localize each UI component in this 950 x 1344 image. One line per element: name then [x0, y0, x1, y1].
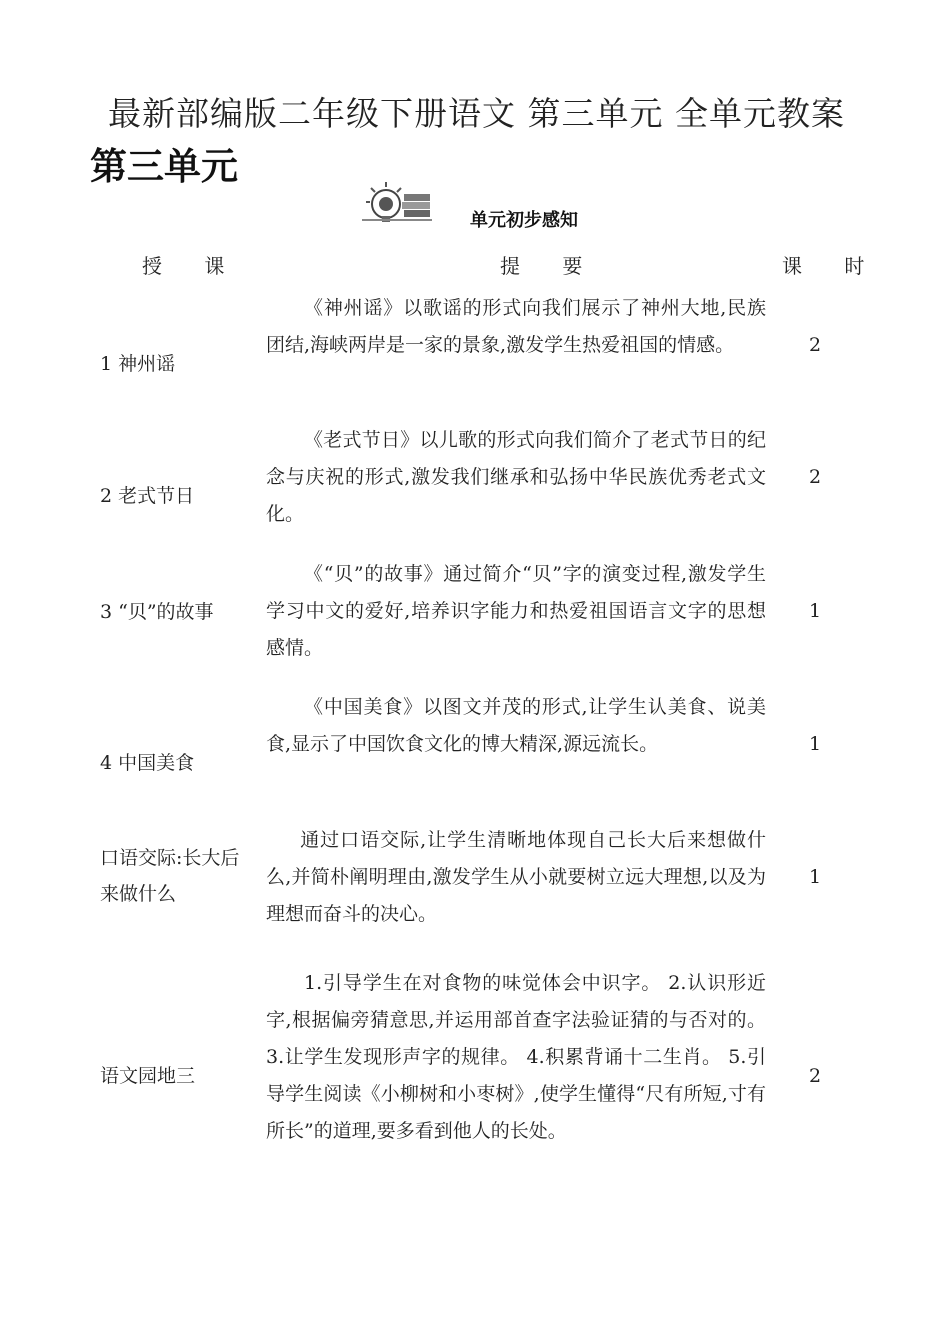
lesson-summary: 《中国美食》以图文并茂的形式,让学生认美食、说美食,显示了中国饮食文化的博大精深,源远流长。	[266, 696, 766, 755]
lesson-name: 口语交际:长大后来做什么	[100, 847, 240, 905]
lesson-hours: 2	[808, 1065, 822, 1087]
column-header-hours: 课 时	[782, 254, 883, 278]
column-header-summary: 提 要	[500, 254, 601, 278]
lesson-name: 3 “贝”的故事	[100, 601, 214, 623]
unit-heading: 第三单元	[90, 145, 238, 188]
lesson-summary: 通过口语交际,让学生清晰地体现自己长大后来想做什么,并简朴阐明理由,激发学生从小就要树立远大理想,以及为理想而奋斗的决心。	[266, 829, 766, 925]
lesson-hours: 1	[808, 600, 822, 622]
lesson-hours: 2	[808, 466, 822, 488]
lesson-summary: 《神州谣》以歌谣的形式向我们展示了神州大地,民族团结,海峡两岸是一家的景象,激发学生热爱祖国的情感。	[266, 297, 766, 356]
lesson-summary: 1.引导学生在对食物的味觉体会中识字。 2.认识形近字,根据偏旁猜意思,并运用部首查字法验证猜的与否对的。 3.让学生发现形声字的规律。 4.积累背诵十二生肖。 5.引导学生阅读《小柳树和小枣树》,使学生懂得“尺有所短,寸有所长”的道理,要多看到他人的长处。	[266, 972, 766, 1142]
lesson-hours: 1	[808, 866, 822, 888]
lesson-summary: 《“贝”的故事》通过简介“贝”字的演变过程,激发学生学习中文的爱好,培养识字能力和热爱祖国语言文字的思想感情。	[266, 563, 766, 659]
lightbulb-books-icon	[356, 180, 436, 226]
lesson-summary: 《老式节日》以儿歌的形式向我们简介了老式节日的纪念与庆祝的形式,激发我们继承和弘扬中华民族优秀老式文化。	[266, 429, 766, 525]
section-title: 单元初步感知	[470, 210, 578, 231]
lesson-name: 4 中国美食	[100, 752, 195, 774]
column-header-lesson: 授 课	[142, 254, 243, 278]
lesson-name: 1 神州谣	[100, 353, 176, 375]
lesson-hours: 1	[808, 733, 822, 755]
lesson-name: 语文园地三	[100, 1065, 196, 1087]
lesson-hours: 2	[808, 334, 822, 356]
lesson-name: 2 老式节日	[100, 485, 195, 507]
document-title: 最新部编版二年级下册语文 第三单元 全单元教案	[108, 94, 845, 133]
